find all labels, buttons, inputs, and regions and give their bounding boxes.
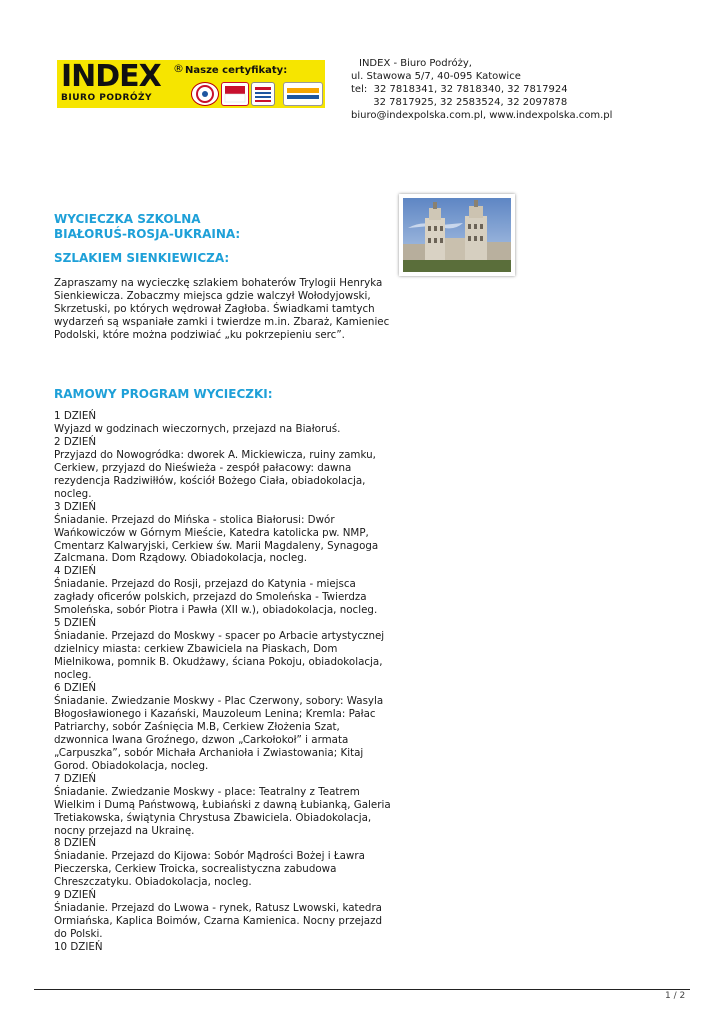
program-day-description: Śniadanie. Zwiedzanie Moskwy - Plac Czerwony, sobory: Wasyla Błogosławionego i Kazański, Mauzoleum Lenina; Kremla: Pałac Patriarchy, sobór Zaśnięcia M.B, Cerkiew Złożenia Szat, dzwonnica Iwana Groźnego, dzwon „Carkołokoł” i armata „Carpuszka”, sobór Michała Archanioła i Zwiastowania; Kitaj Gorod. Obiadokolacja, nocleg. [54, 694, 384, 772]
program-day-description: Śniadanie. Zwiedzanie Moskwy - place: Teatralny z Teatrem Wielkim i Dumą Państwową, Łubiański z dawną Łubianką, Galeria Tretiakowska, świątynia Chrystusa Zbawiciela. Obiadokolacja, nocny przejazd na Ukrainę. [54, 785, 391, 837]
page-subtitle: SZLAKIEM SIENKIEWICZA: [54, 251, 230, 265]
certificate-seal-icon [191, 82, 219, 106]
company-address: ul. Stawowa 5/7, 40-095 Katowice [351, 71, 521, 82]
program-heading: RAMOWY PROGRAM WYCIECZKI: [54, 387, 273, 401]
program-day-description: Przyjazd do Nowogródka: dworek A. Mickiewicza, ruiny zamku, Cerkiew, przyjazd do Nieświeża - zespół pałacowy: dawna rezydencja Radziwiłłów, kościół Bożego Ciała, obiadokolacja, nocleg. [54, 448, 376, 500]
page-number: 1 / 2 [665, 991, 686, 1001]
program-list [54, 410, 394, 954]
program-day-label: 10 DZIEŃ [54, 941, 103, 954]
certificate-award-icon [283, 82, 323, 106]
certificate-quality-icon [251, 82, 275, 106]
program-day-label: 9 DZIEŃ [54, 889, 97, 902]
program-day-description: Śniadanie. Przejazd do Mińska - stolica Białorusi: Dwór Wańkowiczów w Górnym Mieście, Katedra katolicka pw. NMP, Cmentarz Kalwaryjski, Cerkiew św. Marii Magdaleny, Synagoga Zalcmana. Dom Rządowy. Obiadokolacja, nocleg. [54, 513, 379, 565]
program-day-label: 2 DZIEŃ [54, 435, 97, 448]
logo-subtitle: BIURO PODRÓŻY [61, 93, 153, 103]
intro-paragraph: Zapraszamy na wycieczkę szlakiem bohaterów Trylogii Henryka Sienkiewicza. Zobaczmy miejsca gdzie walczył Wołodyjowski, Skrzetuski, po których wędrował Zagłoba. Świadkami tamtych wydarzeń są wspaniałe zamki i twierdze m.in. Zbaraż, Kamieniec Podolski, które można podziwiać „ku pokrzepieniu serc”. [54, 277, 390, 341]
destination-photo [399, 194, 515, 276]
phone-line-1: tel: 32 7818341, 32 7818340, 32 7817924 [351, 84, 568, 95]
phone-line-2: 32 7817925, 32 2583524, 32 2097878 [351, 97, 568, 108]
program-day-label: 7 DZIEŃ [54, 772, 97, 785]
logo-registered-mark: ® [173, 62, 184, 75]
program-day-description: Śniadanie. Przejazd do Kijowa: Sobór Mądrości Bożej i Ławra Pieczerska, Cerkiew Troicka, socrealistyczna zabudowa Chreszczatyku. Obiadokolacja, nocleg. [54, 850, 365, 889]
program-day-label: 3 DZIEŃ [54, 500, 97, 513]
program-day-label: 6 DZIEŃ [54, 682, 97, 695]
certificates-label: Nasze certyfikaty: [185, 65, 288, 76]
program-day-label: 5 DZIEŃ [54, 617, 97, 630]
program-day-description: Wyjazd w godzinach wieczornych, przejazd na Białoruś. [54, 422, 341, 435]
page-title [54, 212, 240, 242]
program-day-label: 4 DZIEŃ [54, 565, 97, 578]
program-day-description: Śniadanie. Przejazd do Moskwy - spacer po Arbacie artystycznej dzielnicy miasta: cerkiew Zbawiciela na Piaskach, Dom Mielnikowa, pomnik B. Okudżawy, ściana Pokoju, obiadokolacja, nocleg. [54, 630, 385, 682]
email-website[interactable]: biuro@indexpolska.com.pl, www.indexpolska.com.pl [351, 110, 613, 121]
contact-info [351, 57, 612, 122]
program-day-label: 8 DZIEŃ [54, 837, 97, 850]
logo-brand: INDEX [61, 60, 161, 94]
title-line-1: WYCIECZKA SZKOLNA [54, 212, 201, 226]
company-logo [57, 60, 325, 108]
title-line-2: BIAŁORUŚ-ROSJA-UKRAINA: [54, 227, 241, 241]
program-day-description: Śniadanie. Przejazd do Lwowa - rynek, Ratusz Lwowski, katedra Ormiańska, Kaplica Boimów, Czarna Kamienica. Nocny przejazd do Polski. [54, 902, 383, 941]
certificate-badge-icon [221, 82, 249, 106]
program-day-description: Śniadanie. Przejazd do Rosji, przejazd do Katynia - miejsca zagłady oficerów polskich, przejazd do Smoleńska - Twierdza Smoleńska, sobór Piotra i Pawła (XII w.), obiadokolacja, nocleg. [54, 578, 378, 617]
program-day-label: 1 DZIEŃ [54, 410, 97, 422]
footer-divider [34, 989, 690, 990]
company-name: INDEX - Biuro Podróży, [359, 58, 472, 69]
